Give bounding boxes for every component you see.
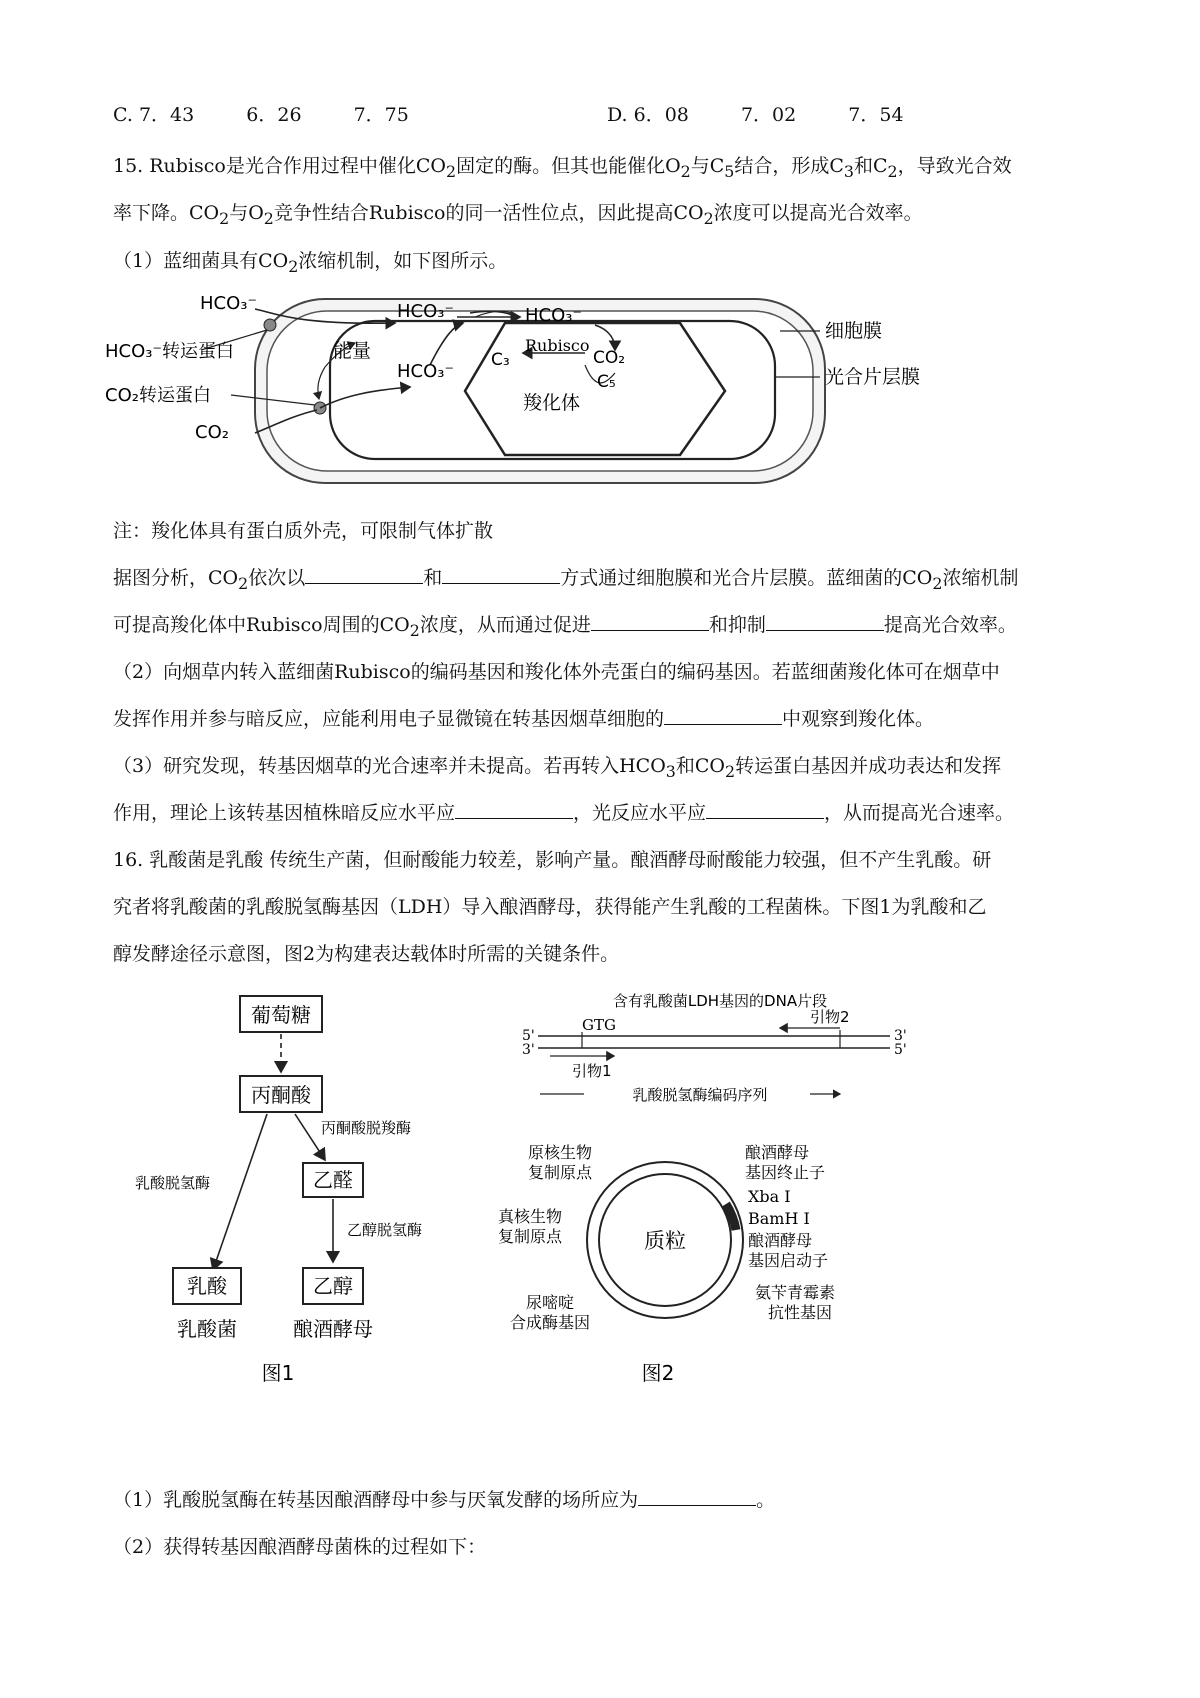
answer-blank[interactable]	[664, 706, 782, 725]
label-rubisco: Rubisco	[525, 336, 590, 355]
q15-text: 和C	[853, 155, 888, 177]
q15-text: 和CO	[675, 755, 725, 777]
q15-part-2-line-2	[113, 706, 934, 732]
label-co2-transporter: CO₂转运蛋白	[105, 385, 211, 406]
q15-text: 结合，形成C	[734, 155, 844, 177]
label-primer-2: 引物2	[810, 1008, 850, 1026]
label-dna-fragment: 含有乳酸菌LDH基因的DNA片段	[612, 992, 828, 1010]
option-d	[607, 102, 904, 128]
subscript: 2	[703, 208, 714, 228]
subscript: 3	[843, 161, 854, 181]
answer-blank[interactable]	[591, 612, 709, 631]
q15-text: 浓度，从而通过促进	[419, 614, 591, 636]
label-lactic-bacteria: 乳酸菌	[177, 1317, 237, 1341]
label-plasmid: 质粒	[644, 1229, 686, 1253]
q15-part-1	[113, 248, 507, 280]
subscript: 2	[288, 256, 299, 276]
label-hco3-mid2: HCO₃⁻	[397, 361, 454, 382]
q15-part-2-line-1: （2）向烟草内转入蓝细菌Rubisco的编码基因和羧化体外壳蛋白的编码基因。若蓝细菌羧化体可在烟草中	[113, 661, 1000, 683]
q15-text: 浓缩机制	[942, 567, 1019, 589]
label-bamhi: BamH I	[748, 1209, 810, 1228]
label-co2-out: CO₂	[195, 422, 229, 443]
label-pyruvate: 丙酮酸	[251, 1083, 311, 1107]
q16-text: （1）乳酸脱氢酶在转基因酿酒酵母中参与厌氧发酵的场所应为	[113, 1489, 639, 1511]
q15-part-3-line-1: （3）研究发现，转基因烟草的光合速率并未提高。若再转入$HCO_3$和$CO_2$转运蛋白基因并成功表达和发挥	[113, 755, 1002, 781]
label-pdc: 丙酮酸脱羧酶	[321, 1119, 412, 1137]
q15-text: （3）研究发现，转基因烟草的光合速率并未提高。若再转入HCO	[113, 755, 666, 777]
q15-text: 固定的酶。但其也能催化O	[456, 155, 681, 177]
q15-analysis-1	[113, 565, 1018, 597]
q15-line-2	[113, 200, 923, 232]
figure-2-vector	[497, 990, 910, 1390]
label-hco3-transporter: HCO₃⁻转运蛋白	[105, 341, 234, 362]
option-d-label: D. 6．08	[607, 104, 689, 126]
label-ldh: 乳酸脱氢酶	[135, 1174, 211, 1192]
q16-line-1: 16. 乳酸菌是乳酸 传统生产菌，但耐酸能力较差，影响产量。酿酒酵母耐酸能力较强，但不产生乳酸。研	[113, 849, 992, 871]
label-xbai: Xba I	[748, 1187, 791, 1206]
q15-text: ，从而提高光合速率。	[824, 802, 1015, 824]
label-coding-sequence: 乳酸脱氢酶编码序列	[632, 1086, 768, 1104]
q15-text: 浓度可以提高光合效率。	[713, 202, 923, 224]
subscript: 2	[724, 761, 736, 781]
answer-blank[interactable]	[766, 612, 884, 631]
q15-text: 和抑制	[708, 614, 766, 636]
label-glucose: 葡萄糖	[251, 1003, 311, 1027]
label-terminator-1: 酿酒酵母	[745, 1143, 810, 1162]
carboxysome-shape	[465, 323, 725, 455]
label-energy: 能量	[333, 340, 372, 362]
label-promoter-2: 基因启动子	[748, 1251, 829, 1270]
answer-blank[interactable]	[455, 800, 573, 819]
figure-1-pathway	[125, 990, 455, 1390]
answer-blank[interactable]	[442, 565, 560, 584]
q16-text: 。	[756, 1489, 776, 1511]
q15-text: 浓缩机制，如下图所示。	[298, 250, 508, 272]
cyanobacteria-ccm-diagram	[105, 293, 921, 490]
label-euk-ori-2: 复制原点	[497, 1227, 563, 1246]
label-promoter-1: 酿酒酵母	[748, 1231, 813, 1250]
q16-part-1	[113, 1487, 775, 1513]
label-yeast: 酿酒酵母	[293, 1317, 373, 1341]
label-lactate: 乳酸	[187, 1274, 227, 1298]
label-prok-ori-1: 原核生物	[527, 1143, 593, 1162]
label-3prime-bottom: 3'	[522, 1042, 535, 1058]
q15-text: 竞争性结合Rubisco的同一活性位点，因此提高CO	[273, 202, 704, 224]
label-5prime-top: 5'	[522, 1028, 535, 1044]
q15-text: 据图分析，CO	[113, 567, 239, 589]
subscript: 2	[887, 161, 898, 181]
q15-text: （1）蓝细菌具有CO	[113, 250, 289, 272]
q15-text: 提高光合效率。	[883, 614, 1017, 636]
label-3prime-top: 3'	[894, 1028, 907, 1044]
subscript: 2	[445, 161, 457, 181]
option-c-label: C. 7．43	[113, 104, 195, 126]
figure-1-caption: 图1	[261, 1361, 295, 1385]
q15-text: 方式通过细胞膜和光合片层膜。蓝细菌的CO	[560, 567, 933, 589]
subscript: 5	[724, 161, 735, 181]
q16-line-2: 究者将乳酸菌的乳酸脱氢酶基因（LDH）导入酿酒酵母，获得能产生乳酸的工程菌株。下图1为乳酸和乙	[113, 896, 987, 918]
q15-text: 中观察到羧化体。	[782, 708, 935, 730]
label-ura-2: 合成酶基因	[509, 1313, 591, 1332]
label-5prime-right: 5'	[894, 1042, 907, 1058]
label-carboxysome: 羧化体	[523, 392, 581, 414]
answer-blank[interactable]	[706, 800, 824, 819]
option-d-value-3: 7．54	[848, 104, 904, 126]
q15-text: 依次以	[248, 567, 306, 589]
label-amp-2: 抗性基因	[768, 1303, 833, 1322]
q15-part-3-line-2	[113, 800, 1014, 826]
label-adh: 乙醇脱氢酶	[347, 1221, 423, 1239]
figure-2-caption: 图2	[641, 1361, 675, 1385]
answer-blank[interactable]	[638, 1487, 756, 1506]
label-euk-ori-1: 真核生物	[497, 1207, 563, 1226]
label-prok-ori-2: 复制原点	[527, 1163, 593, 1182]
q15-text: 率下降。CO	[113, 202, 220, 224]
subscript: 2	[238, 573, 249, 593]
q15-text: 发挥作用并参与暗反应，应能利用电子显微镜在转基因烟草细胞的	[113, 708, 665, 730]
subscript: 2	[932, 573, 943, 593]
label-hco3-mid: HCO₃⁻	[397, 301, 454, 322]
q15-text: ，导致光合效	[897, 155, 1012, 177]
subscript: 2	[680, 161, 691, 181]
q15-analysis-2	[113, 612, 1017, 644]
label-co2-in: CO₂	[593, 348, 626, 368]
answer-blank[interactable]	[305, 565, 423, 584]
label-terminator-2: 基因终止子	[745, 1163, 826, 1182]
q15-text: 与C	[690, 155, 725, 177]
label-thylakoid-membrane: 光合片层膜	[825, 366, 921, 388]
label-hco3-carboxysome: HCO₃⁻	[525, 305, 582, 326]
option-d-value-2: 7．02	[740, 104, 797, 126]
subscript: 2	[219, 208, 230, 228]
label-acetaldehyde: 乙醛	[313, 1168, 353, 1192]
option-c	[113, 102, 409, 128]
label-amp-1: 氨苄青霉素	[755, 1283, 836, 1302]
q16-line-3: 醇发酵途径示意图，图2为构建表达载体时所需的关键条件。	[113, 943, 620, 965]
label-hco3-out: HCO₃⁻	[200, 293, 257, 314]
q15-text: ，光反应水平应	[573, 802, 707, 824]
q15-text: 转运蛋白基因并成功表达和发挥	[735, 755, 1002, 777]
q15-note: 注：羧化体具有蛋白质外壳，可限制气体扩散	[113, 520, 494, 542]
q15-text: 作用，理论上该转基因植株暗反应水平应	[113, 802, 456, 824]
label-c5: C₅	[597, 372, 616, 392]
q15-line-1	[113, 153, 1012, 185]
option-c-value-3: 7．75	[353, 104, 409, 126]
q15-text: 与O	[229, 202, 264, 224]
subscript: 2	[263, 208, 274, 228]
q15-text: 可提高羧化体中Rubisco周围的CO	[113, 614, 410, 636]
arrow-pyruvate-lactate	[213, 1114, 267, 1270]
label-cell-membrane: 细胞膜	[825, 320, 883, 342]
label-c3: C₃	[491, 350, 510, 370]
hco3-transporter-dot	[264, 319, 276, 331]
label-ura-1: 尿嘧啶	[525, 1293, 575, 1312]
q15-text: 和	[423, 567, 443, 589]
label-primer-1: 引物1	[572, 1062, 612, 1080]
subscript: 2	[409, 620, 420, 640]
option-c-value-2: 6．26	[246, 104, 302, 126]
q16-part-2: （2）获得转基因酿酒酵母菌株的过程如下：	[113, 1536, 487, 1558]
q15-text: 15. Rubisco是光合作用过程中催化CO	[113, 155, 446, 177]
label-ethanol: 乙醇	[313, 1274, 353, 1298]
label-gtg: GTG	[582, 1016, 616, 1034]
